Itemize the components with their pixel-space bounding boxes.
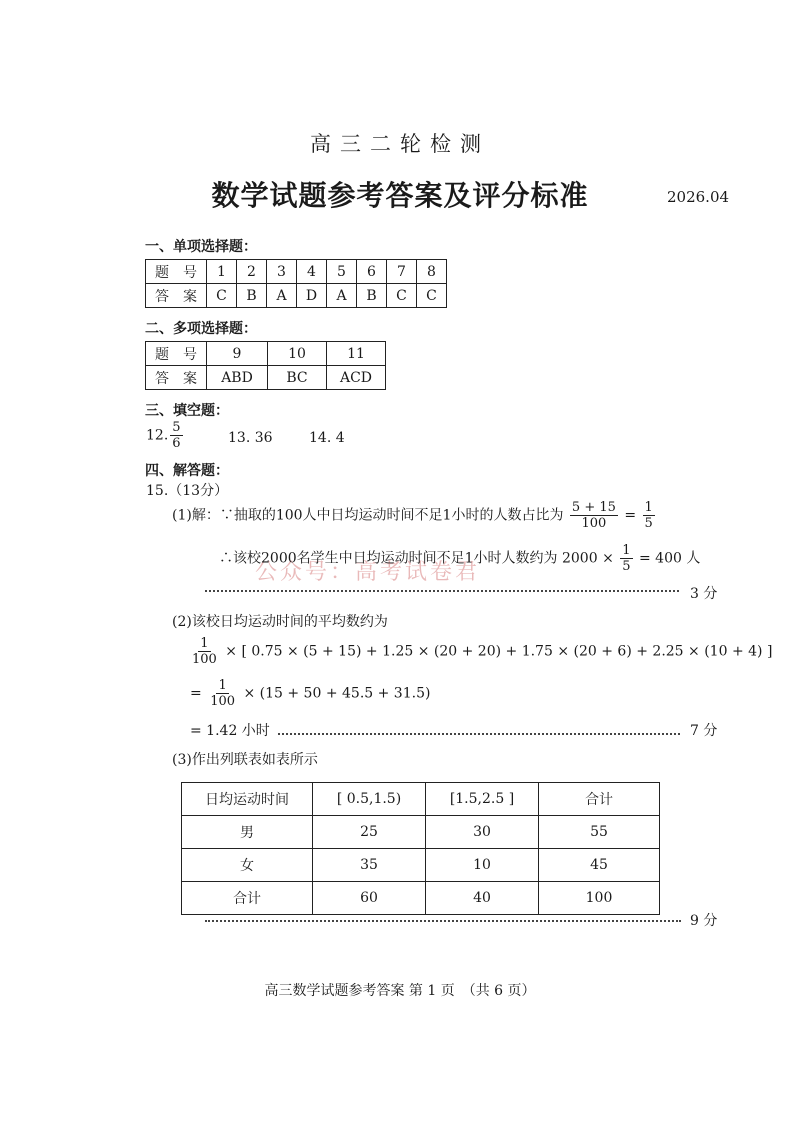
answer-cell: C — [387, 284, 417, 308]
table-cell: 40 — [426, 882, 539, 915]
page-footer: 高三数学试题参考答案 第 1 页 （共 6 页） — [264, 983, 536, 999]
table-row — [182, 882, 660, 915]
table-row — [182, 783, 660, 816]
score-7: 7 分 — [690, 723, 718, 739]
question-number: 2 — [237, 260, 267, 284]
q12-label: 12. — [146, 427, 169, 444]
table-cell: 60 — [313, 882, 426, 915]
question-number: 9 — [207, 342, 268, 366]
fraction-denominator: 100 — [192, 652, 217, 667]
score-dotted-leader — [205, 920, 681, 922]
fraction-numerator: 1 — [200, 636, 209, 651]
table-cell: 30 — [426, 816, 539, 849]
q14-answer: 14. 4 — [309, 430, 345, 446]
section3-heading: 三、填空题： — [145, 403, 229, 419]
answer-cell: BC — [268, 366, 327, 390]
part1-line2-fraction — [620, 543, 632, 574]
table-header-cell: 日均运动时间 — [182, 783, 313, 816]
table-cell: 45 — [539, 849, 660, 882]
answer-cell: A — [327, 284, 357, 308]
section1-heading: 一、单项选择题： — [145, 239, 257, 255]
part2-text: (2)该校日均运动时间的平均数约为 — [172, 614, 388, 630]
single-choice-table — [145, 259, 447, 308]
part2-fraction — [190, 636, 219, 667]
part2-line1 — [188, 636, 772, 667]
table-row — [182, 816, 660, 849]
fraction-numerator: 5 — [172, 420, 181, 435]
table-header-cell: [ 0.5,1.5) — [313, 783, 426, 816]
part3-text: (3)作出列联表如表所示 — [172, 752, 318, 768]
question-number: 1 — [207, 260, 237, 284]
question-number: 7 — [387, 260, 417, 284]
section4-heading: 四、解答题： — [145, 463, 229, 479]
table-row — [146, 342, 386, 366]
score-3: 3 分 — [690, 586, 718, 602]
score-dotted-leader — [278, 733, 680, 735]
table-cell: 合计 — [182, 882, 313, 915]
fraction-numerator: 1 — [218, 678, 227, 693]
part1-text: (1)解：∵抽取的100人中日均运动时间不足1小时的人数占比为 — [172, 507, 564, 524]
table-row — [146, 260, 447, 284]
part1-fraction-result — [643, 500, 655, 531]
document-subtitle: 高三二轮检测 — [310, 132, 490, 156]
part1-fraction — [570, 500, 618, 531]
question-number: 5 — [327, 260, 357, 284]
equals-sign: = — [190, 685, 202, 702]
table-cell: 55 — [539, 816, 660, 849]
part2-fraction-2 — [208, 678, 237, 709]
answer-cell: C — [417, 284, 447, 308]
row-label: 题 号 — [146, 342, 207, 366]
fraction-denominator: 5 — [622, 559, 631, 574]
answer-cell: C — [207, 284, 237, 308]
section2-heading: 二、多项选择题： — [145, 321, 257, 337]
table-cell: 男 — [182, 816, 313, 849]
answer-cell: B — [357, 284, 387, 308]
part2-expression-2: × (15 + 50 + 45.5 + 31.5) — [243, 685, 431, 702]
answer-cell: D — [297, 284, 327, 308]
answer-cell: ABD — [207, 366, 268, 390]
part2-line2 — [190, 678, 430, 709]
score-dotted-leader — [205, 590, 679, 592]
document-title: 数学试题参考答案及评分标准 — [211, 179, 589, 212]
part1-line2-result: = 400 人 — [638, 550, 701, 567]
answer-cell: A — [267, 284, 297, 308]
part1-line2 — [219, 543, 700, 574]
table-header-cell: [1.5,2.5 ] — [426, 783, 539, 816]
fraction-denominator: 100 — [581, 516, 607, 531]
row-label: 答 案 — [146, 284, 207, 308]
question-number: 8 — [417, 260, 447, 284]
table-cell: 女 — [182, 849, 313, 882]
table-row — [146, 284, 447, 308]
fraction-denominator: 100 — [210, 694, 236, 709]
fraction-numerator: 5 + 15 — [571, 500, 616, 515]
score-9: 9 分 — [690, 913, 718, 929]
question-number: 3 — [267, 260, 297, 284]
q13-answer: 13. 36 — [228, 430, 273, 446]
row-label: 题 号 — [146, 260, 207, 284]
contingency-table — [181, 782, 660, 915]
table-row — [182, 849, 660, 882]
question-number: 6 — [357, 260, 387, 284]
question-number: 10 — [268, 342, 327, 366]
part2-result: = 1.42 小时 — [190, 723, 270, 739]
fraction-numerator: 1 — [644, 500, 653, 515]
fraction-denominator: 5 — [644, 516, 653, 531]
answer-cell: B — [237, 284, 267, 308]
q15-label: 15.（13分） — [146, 483, 229, 499]
question-number: 11 — [327, 342, 386, 366]
question-number: 4 — [297, 260, 327, 284]
answer-cell: ACD — [327, 366, 386, 390]
table-row — [146, 366, 386, 390]
table-cell: 35 — [313, 849, 426, 882]
row-label: 答 案 — [146, 366, 207, 390]
table-header-cell: 合计 — [539, 783, 660, 816]
q12-fraction — [170, 420, 182, 451]
table-cell: 100 — [539, 882, 660, 915]
fraction-denominator: 6 — [172, 436, 181, 451]
part2-expression-1: × [ 0.75 × (5 + 15) + 1.25 × (20 + 20) + 1.75 × (20 + 6) + 2.25 × (10 + 4) ] — [225, 643, 773, 660]
fill-blank-answers — [146, 420, 185, 451]
part1-line2-text: ∴该校2000名学生中日均运动时间不足1小时人数约为 2000 × — [219, 550, 614, 567]
equals-sign: = — [624, 507, 637, 524]
document-date: 2026.04 — [667, 188, 730, 206]
part1-line1 — [172, 500, 657, 531]
table-cell: 25 — [313, 816, 426, 849]
multiple-choice-table — [145, 341, 386, 390]
table-cell: 10 — [426, 849, 539, 882]
watermark: 公众号：高考试卷君 — [255, 560, 481, 585]
fraction-numerator: 1 — [622, 543, 631, 558]
